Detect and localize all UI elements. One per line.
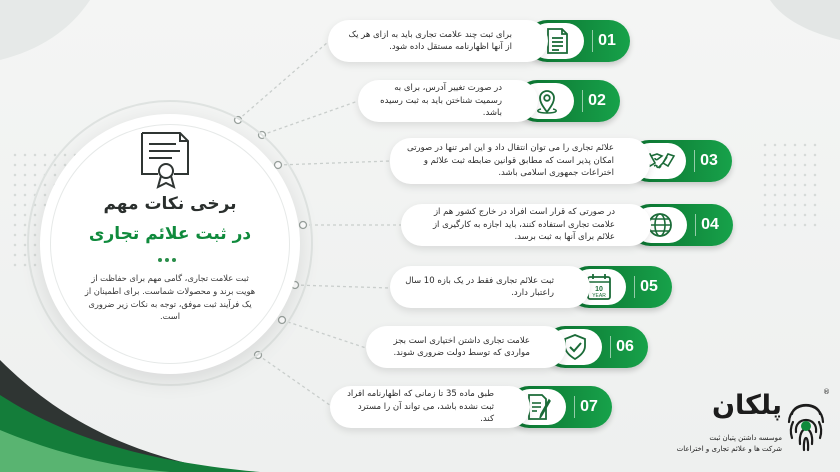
item-text: برای ثبت چند علامت تجاری باید به ازای هر یک از آنها اظهارنامه مستقل داده شود. [348,29,512,52]
registered-mark: ® [823,388,830,396]
calendar-number: 10 [595,286,603,293]
fingerprint-icon [784,392,828,458]
item-number: 03 [700,152,718,169]
main-subtitle: در ثبت علائم تجاری [88,224,252,244]
calendar-label: YEAR [592,293,606,299]
item-number: 06 [616,338,634,355]
item-card [358,80,538,122]
item-text: علائم تجاری را می توان انتقال داد و این امر تنها در صورتی امکان پذیر است که مطابق قوانین ضابطه ثبت علائم و اختراعات جمهوری اسلامی باشد. [407,143,614,179]
item-card [328,20,548,62]
item-text: طبق ماده 35 تا زمانی که اظهارنامه افراد ثبت نشده باشد، می تواند آن را مسترد کند. [347,389,494,425]
logo-subtitle-2: شرکت ها و علائم تجاری و اختراعات [676,445,782,453]
item-text: در صورت تغییر آدرس، برای به رسمیت شناختن باید به ثبت رسیده باشد. [380,83,502,119]
list-item [358,80,620,122]
list-item [401,204,733,246]
item-number: 02 [588,92,606,109]
brand-logo [650,388,830,468]
list-item [366,326,648,368]
list-item [328,20,630,62]
list-item [390,266,672,308]
item-card [330,386,530,428]
item-number: 05 [640,278,658,295]
item-number: 01 [598,32,616,49]
title-dots [158,258,176,262]
item-card [366,326,566,368]
main-title: برخی نکات مهم [103,194,237,214]
logo-subtitle: موسسه داشتن پتیان ثبت [709,434,782,442]
item-number: 04 [701,216,719,233]
item-number: 07 [580,398,598,415]
item-text: ثبت علائم تجاری فقط در یک بازه 10 سال راعتبار دارد. [405,275,554,298]
item-card [401,204,651,246]
item-text: علامت تجاری داشتن اختیاری است بجز مواردی که توسط دولت ضروری شوند. [393,335,530,358]
intro-text: ثبت علامت تجاری، گامی مهم برای حفاظت از هویت برند و محصولات شماست. برای اطمینان از یک فرآیند ثبت موفق، توجه به نکات زیر ضروری است. [84,273,256,322]
list-item [330,386,612,428]
logo-name: پلکان [711,390,782,421]
certificate-icon [136,130,202,190]
list-item [390,140,732,182]
item-card [390,138,650,184]
item-text: در صورتی که قرار است افراد در خارج کشور هم از علامت تجاری استفاده کنند، باید اجازه به کارگیری از علائم برای آنها به ثبت برسد. [432,207,615,243]
item-card [390,266,590,308]
